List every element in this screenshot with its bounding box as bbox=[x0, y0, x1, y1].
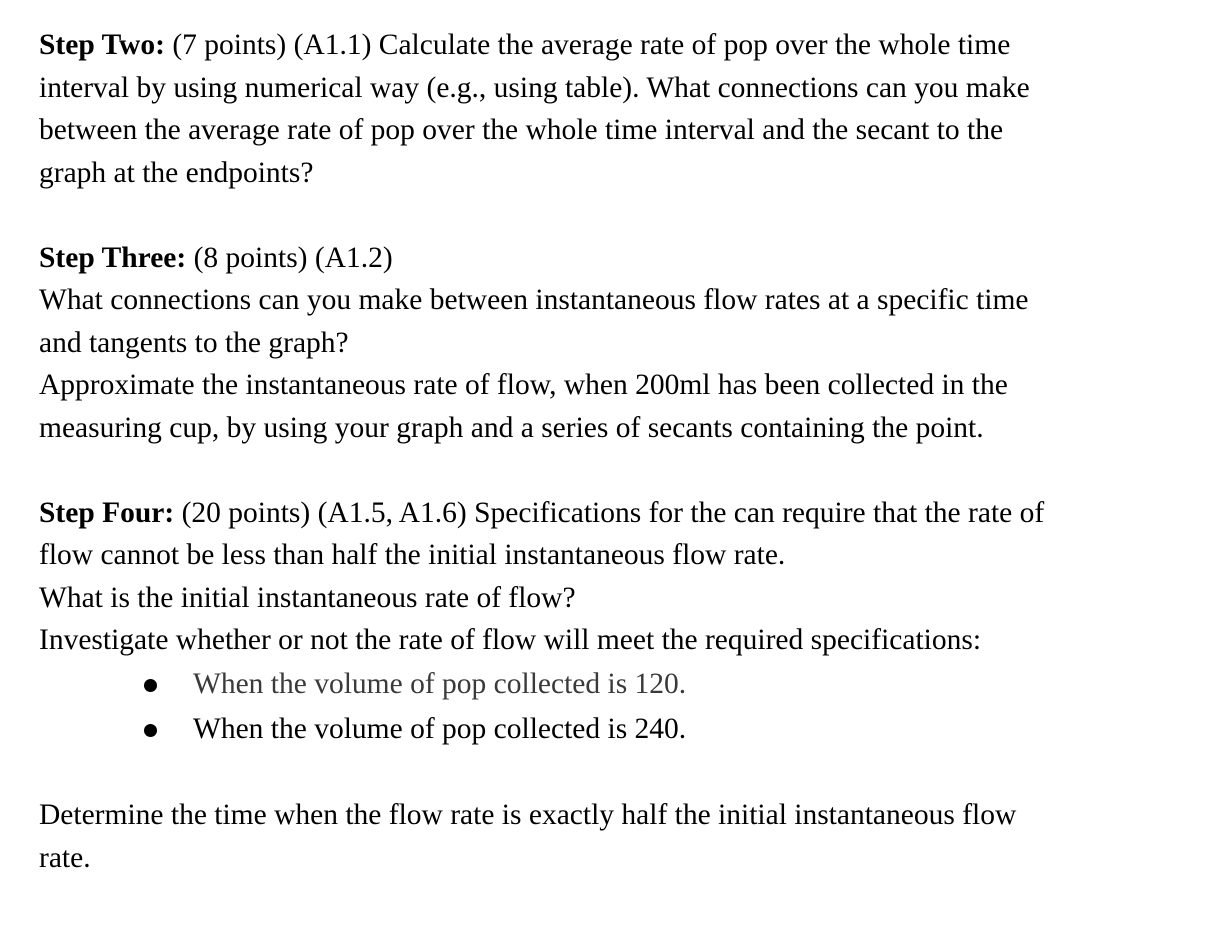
bullet-item: When the volume of pop collected is 120. bbox=[39, 662, 1204, 707]
step-four-heading: Step Four: bbox=[39, 496, 175, 529]
step-two-heading: Step Two: bbox=[39, 29, 165, 61]
bullet-dot-icon bbox=[144, 724, 157, 737]
bullet-item: When the volume of pop collected is 240. bbox=[39, 707, 1204, 752]
step-four-closing-line-1: Determine the time when the flow rate is exactly half the initial instantaneous flow bbox=[39, 799, 1017, 831]
bullet-dot-icon bbox=[144, 679, 157, 692]
step-three-line-1: Step Three: (8 points) (A1.2) bbox=[39, 241, 393, 274]
step-two-line-4: graph at the endpoints? bbox=[39, 156, 314, 189]
step-four-line-4: Investigate whether or not the rate of flow will meet the required specifications: bbox=[39, 624, 982, 656]
document-body bbox=[39, 24, 1204, 879]
step-three-line-3: and tangents to the graph? bbox=[39, 326, 349, 359]
step-two-line-2: interval by using numerical way (e.g., using table). What connections can you make bbox=[39, 71, 1030, 104]
step-two-section bbox=[39, 24, 1204, 194]
step-two-line-1: Step Two: (7 points) (A1.1) Calculate the average rate of pop over the whole time bbox=[39, 29, 1011, 61]
step-three-line-5: measuring cup, by using your graph and a series of secants containing the point. bbox=[39, 411, 984, 444]
step-three-line-4: Approximate the instantaneous rate of flow, when 200ml has been collected in the bbox=[39, 369, 1008, 401]
step-three-line-2: What connections can you make between instantaneous flow rates at a specific time bbox=[39, 284, 1029, 316]
paragraph-gap bbox=[39, 752, 1204, 795]
paragraph-gap bbox=[39, 449, 1204, 492]
step-four-section bbox=[39, 492, 1204, 880]
step-three-section bbox=[39, 237, 1204, 450]
paragraph-gap bbox=[39, 194, 1204, 237]
step-two-line-3: between the average rate of pop over the whole time interval and the secant to the bbox=[39, 114, 1004, 146]
step-four-closing-line-2: rate. bbox=[39, 841, 91, 874]
step-three-heading: Step Three: bbox=[39, 241, 187, 274]
step-four-line-1: Step Four: (20 points) (A1.5, A1.6) Specifications for the can require that the rate of bbox=[39, 496, 1045, 529]
step-four-line-2: flow cannot be less than half the initial instantaneous flow rate. bbox=[39, 539, 786, 571]
bullet-list bbox=[39, 662, 1204, 752]
step-four-line-3: What is the initial instantaneous rate of flow? bbox=[39, 581, 576, 614]
